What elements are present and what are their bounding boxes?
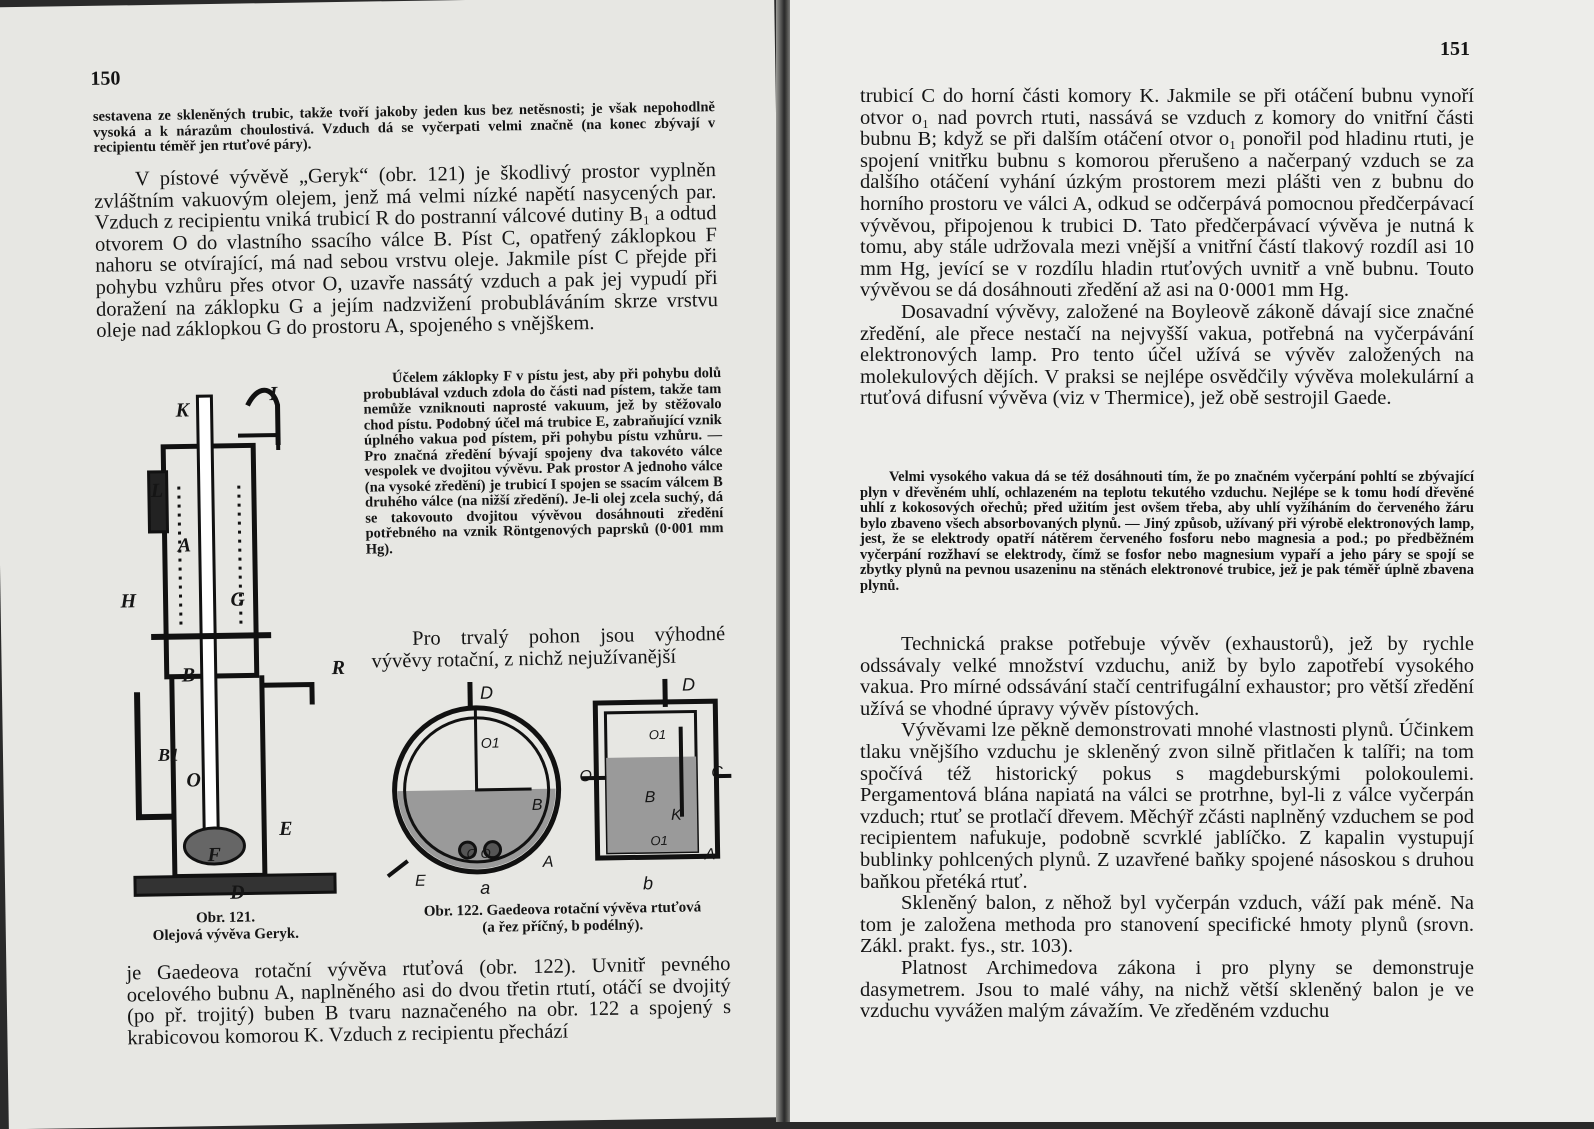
right-body-top (860, 86, 1474, 410)
archimedes-paragraph: Platnost Archimedova zákona i pro plyny se demonstruje dasymetrem. Jsou to malé váhy, na nichž větší skleněný balon je ve vzduchu vyvážen malým závažím. Ve zředěném vzduchu (860, 956, 1474, 1023)
rotary-intro-paragraph: Pro trvalý pohon jsou výhodné vývěvy rotační, z nichž nejužívanější (371, 622, 726, 673)
fig122-label-D-a: D (479, 682, 494, 703)
dosavadni-paragraph: Dosavadní vývěvy, založené na Boyleově zákoně dávají sice značné zředění, ale přece nestačí na nejvyšší vakua, potřebná na vyčerpávání elektronových lamp. Pro tento účel užívá se vývěv založených na molekulových dějích. V praksi se nejlépe osvědčily vývěva molekulární a rtuťová difusní vývěva (viz v Thermice), jež obě sestrojil Gaede. (860, 300, 1474, 410)
intro-paragraph: sestavena ze skleněných trubic, takže tvoří jakoby jeden kus bez netěsnosti; je však nepohodlně vysoká a k nárazům choulostivá. Vzduch dá se vyčerpati velmi značně (na konec zbývají v recipientu téměř jen rtuťové páry). (92, 99, 716, 156)
fig122-label-B-a: B (531, 796, 543, 815)
gaede-paragraph: je Gaedeova rotační vývěva rtuťová (obr. 122). Uvnitř pevného ocelového bubnu A, naplněného asi do dvou třetin rtutí, otáčí se dvojitý (po př. trojitý) buben B tvaru naznačeného na obr. 122 a spojený s krabicovou komorou K. Vzduch z recipientu přechází (126, 952, 732, 1050)
fig121-label-B1: B1 (157, 744, 180, 765)
fig122-label-C: C (711, 764, 724, 782)
geryk-paragraph: V pístové vývěvě „Geryk“ (obr. 121) je škodlivý prostor vyplněn zvláštním vakuovým olejem, jenž má velmi nízké napětí nasycených par. Vzduch z recipientu vniká trubicí R do postranní válcové dutiny B₁ a odtud otvorem O do vlastního ssacího válce B. Píst C, opatřený záklopkou F nahoru se otvírající, má nad sebou vrstvu oleje. Jakmile píst C přejde při pohybu vzhůru přes otvor O, uzavře nassátý vzduch a pak jej vypudí při doražení na záklopku G a jejím nadzvižení probubláváním skrze vrstvu oleje nad záklopkou G do prostoru A, spojeného s vnějškem. (94, 159, 719, 342)
fig122-label-K: K (670, 806, 682, 824)
technicka-paragraph: Technická prakse potřebuje vývěv (exhaustorů), jež by rychle odssávaly velké množství vzduchu, aniž by bylo zapotřebí vysokého vakua. Pro mírné odssávání stačí centrifugální exhaustor; pro větší zředění užívá se vhodné úpravy vývěv pístových. (860, 633, 1474, 720)
vyvevami-paragraph: Vývěvami lze pěkně demonstrovati mnohé vlastnosti plynů. Účinkem tlaku vnějšího vzduchu je skleněný zvon silně přitlačen k talíři; na tom spočívá též historický pokus s magdeburskými polokoulemi. Pergamentová blána napiatá na válci se protrhne, byl-li z válce vyčerpán vzduch; rtuť se protlačí dřevem. Měchýř zčásti naplněný vzduchem se pod recipientem nafukuje, podobně scvrklé jablíčko. Z kapalin vystupují bublinky pohlcených plynů. Z uzavřené baňky spojené násoskou s druhou baňkou přetéká rtuť. (860, 719, 1474, 893)
figure-121-caption (125, 908, 326, 945)
gaede-paragraph-block (126, 954, 731, 1050)
intro-small-text (93, 100, 716, 156)
fig122-label-O-a2: O (480, 845, 491, 861)
fig122-label-O1-b: O1 (648, 726, 667, 743)
balon-paragraph: Skleněný balon, z něhož byl vyčerpán vzduch, váží pak méně. Na tom je založena methoda pro stanovení specifické hmoty plynů (srovn. Zákl. prakt. fys., str. 103). (860, 892, 1474, 958)
fig122-label-a: a (479, 877, 491, 898)
fig122-label-O-a1: O (466, 845, 477, 862)
right-body-bottom (860, 634, 1474, 1023)
fig121-label-H: H (120, 590, 137, 613)
figure-121-geryk-pump (107, 374, 365, 908)
fig121-caption-line1: Obr. 121. (195, 909, 256, 927)
fig122-label-A-b: A (704, 846, 716, 864)
fig122-label-D-b: D (681, 674, 696, 695)
fig121-label-R: R (331, 656, 346, 680)
fig121-label-B: B (181, 664, 196, 687)
fig121-label-E: E (279, 817, 293, 841)
fig121-label-G: G (230, 588, 246, 611)
piston-note-text (363, 366, 724, 558)
fig122-caption-line2: (a řez příčný, b podélný). (482, 917, 644, 936)
fig122-label-A-a: A (542, 853, 554, 871)
fig121-label-L: L (150, 479, 164, 502)
page-number-left: 150 (90, 67, 121, 90)
fig122-label-E: E (414, 872, 426, 890)
page-number-right: 151 (1440, 38, 1470, 60)
fig121-label-I: I (269, 383, 278, 406)
high-vacuum-paragraph: Velmi vysokého vakua dá se též dosáhnouti tím, že po značném vyčerpání pohltí se zbývající plyn v dřevěném uhlí, ochlazeném na teplotu tekutého vzduchu. Nejlépe se k tomu hodí dřevěné uhlí z kokosových ořechů; před užitím jest ovšem třeba, aby uhlí vyžíháním do červeného žáru bylo zbaveno všech absorbovaných plynů. — Jiný způsob, užívaný při výrobě elektronových lamp, jest, že se elektrody opatří nátěrem červeného fosforu nebo magnesia a pod.; po předběžném vyčerpání rozžhaví se elektrody, čímž se fosfor nebo magnesium vypaří a jeho páry se spojí se zbytky plynů na pevnou usazeninu na stěnách elektronové trubice, jež je pak téměř úplně zbavena plynů. (860, 469, 1474, 594)
geryk-paragraph-block (94, 160, 719, 342)
fig121-label-D: D (230, 881, 245, 904)
figure-122-caption (387, 899, 737, 938)
fig121-label-A: A (177, 534, 192, 557)
fig121-caption-line2: Olejová vývěva Geryk. (152, 925, 300, 945)
continuation-paragraph: trubicí C do horní části komory K. Jakmile se při otáčení bubnu vynoří otvor o₁ nad povrch rtuti, nassává se vzduch z komory do vnitřní části bubnu B; když se při dalším otáčení otvor o₁ ponořil pod hladinu rtuti, je spojení vnitřku bubnu s komorou přerušeno a načerpaný vzduch se za dalšího otáčení vyhání úzkým prostorem mezi plášti ven z bubnu do horního prostoru ve válci A, odkud se odčerpává pomocnou předčerpávací vývěvou, připojenou k trubici D. Tato předčerpávací vývěva je nutná k tomu, aby stále udržovala mezi vnější a vnitřní částí tlakový rozdíl asi 10 mm Hg, jevící se v rozdílu hladin rtuťových uvnitř a vně bubnu. Touto vývěvou se dá dosáhnouti zředění až asi na 0·0001 mm Hg. (860, 85, 1474, 302)
fig122-caption-line1: Obr. 122. Gaedeova rotační vývěva rtuťová (423, 899, 702, 920)
fig122-label-b: b (642, 873, 654, 894)
right-page (790, 0, 1594, 1122)
fig122-label-B-b: B (644, 789, 656, 807)
fig122-label-O1-b2: O1 (650, 832, 668, 849)
fig121-label-F: F (207, 843, 222, 867)
fig122-label-O1-a: O1 (480, 734, 500, 751)
piston-note-paragraph: Účelem záklopky F v pístu jest, aby při pohybu dolů probublával vzduch zdola do části nad pístem, takže tam nemůže vzniknouti naprosté vakuum, jež by stěžovalo chod pístu. Podobný účel má trubice E, zabraňující vznik úplného vakua pod pístem, při pohybu pístu vzhůru. — Pro značná zředění bývají spojeny dva takovéto válce vespolek ve dvojitou vývěvu. Pak prostor A jednoho válce (na vysoké zředění) je trubicí I spojen se ssacím válcem B druhého válce (na nižší zředění). Je-li olej zcela suchý, dá se takovouto dvojitou vývěvou dosáhnouti zředění potřebného na vznik Röntgenových paprsků (0·001 mm Hg). (363, 365, 724, 558)
figure-122-gaede-pump (380, 676, 733, 881)
fig121-label-K: K (175, 399, 190, 422)
high-vacuum-note (860, 470, 1474, 594)
fig122-label-O-b: O (579, 768, 592, 786)
fig121-label-O: O (186, 769, 202, 792)
left-page (0, 0, 792, 1129)
rotary-intro-block (371, 624, 726, 673)
